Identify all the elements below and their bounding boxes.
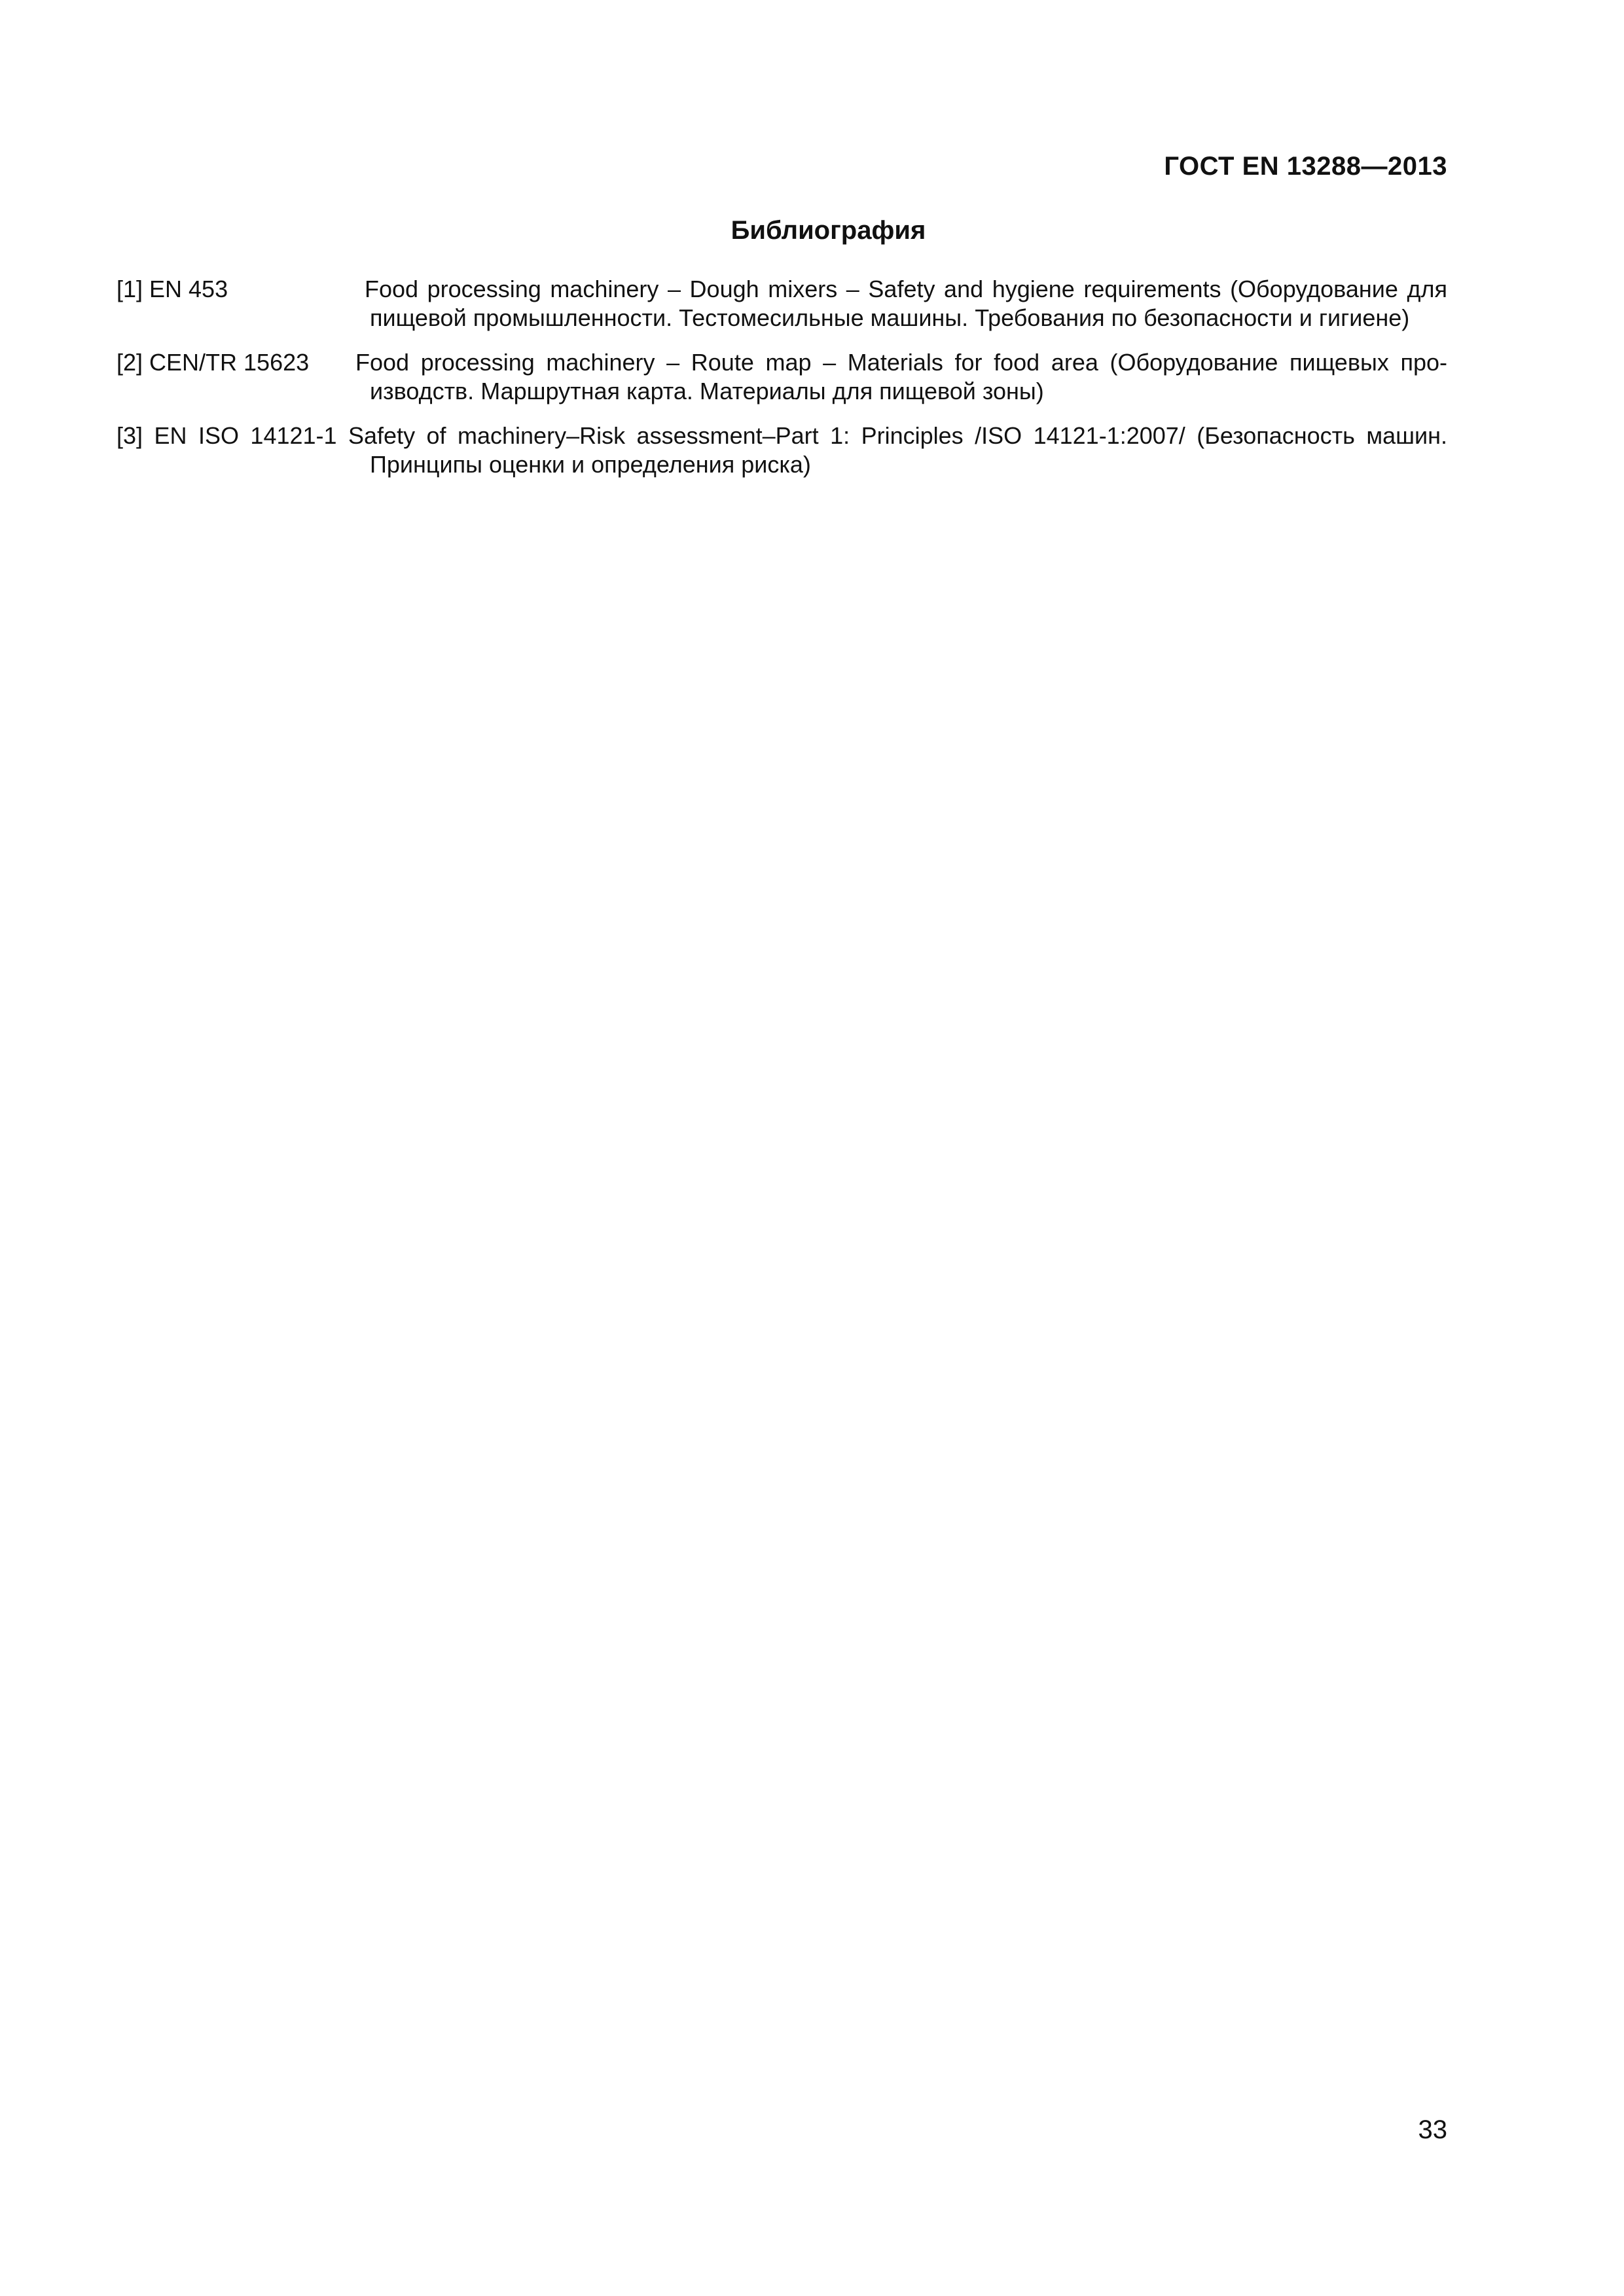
bibliography-ref: [2] CEN/TR 15623 [117, 349, 310, 376]
bibliography-text [117, 422, 1447, 479]
bibliography-text: Food processing machinery – Dough mixers – Safety and hygiene requirements (Оборудование для пищевой промышленности. Тестомесильные машины. Требования по безопасности и гигиене) [365, 276, 1447, 331]
bibliography-entry [117, 422, 1447, 479]
document-code: ГОСТ EN 13288—2013 [1164, 152, 1447, 181]
bibliography-entry [117, 275, 1447, 332]
page-number: 33 [1418, 2115, 1447, 2144]
bibliography-ref: [1] EN 453 [117, 276, 228, 302]
bibliography-title: Библиография [731, 216, 926, 245]
bibliography-text-body: Safety of machinery–Risk assessment–Part 1: Principles /ISO 14121-1:2007/ (Безопасность машин. Принципы оценки и определения риска) [348, 422, 1447, 478]
bibliography-text: Food processing machinery – Route map – Materials for food area (Оборудование пищевых про-изводств. Маршрутная карта. Материалы для пищевой зоны) [355, 349, 1447, 404]
bibliography-entry [117, 348, 1447, 406]
bibliography-ref: [3] EN ISO 14121-1 [117, 422, 337, 449]
bibliography-list [117, 275, 1447, 495]
